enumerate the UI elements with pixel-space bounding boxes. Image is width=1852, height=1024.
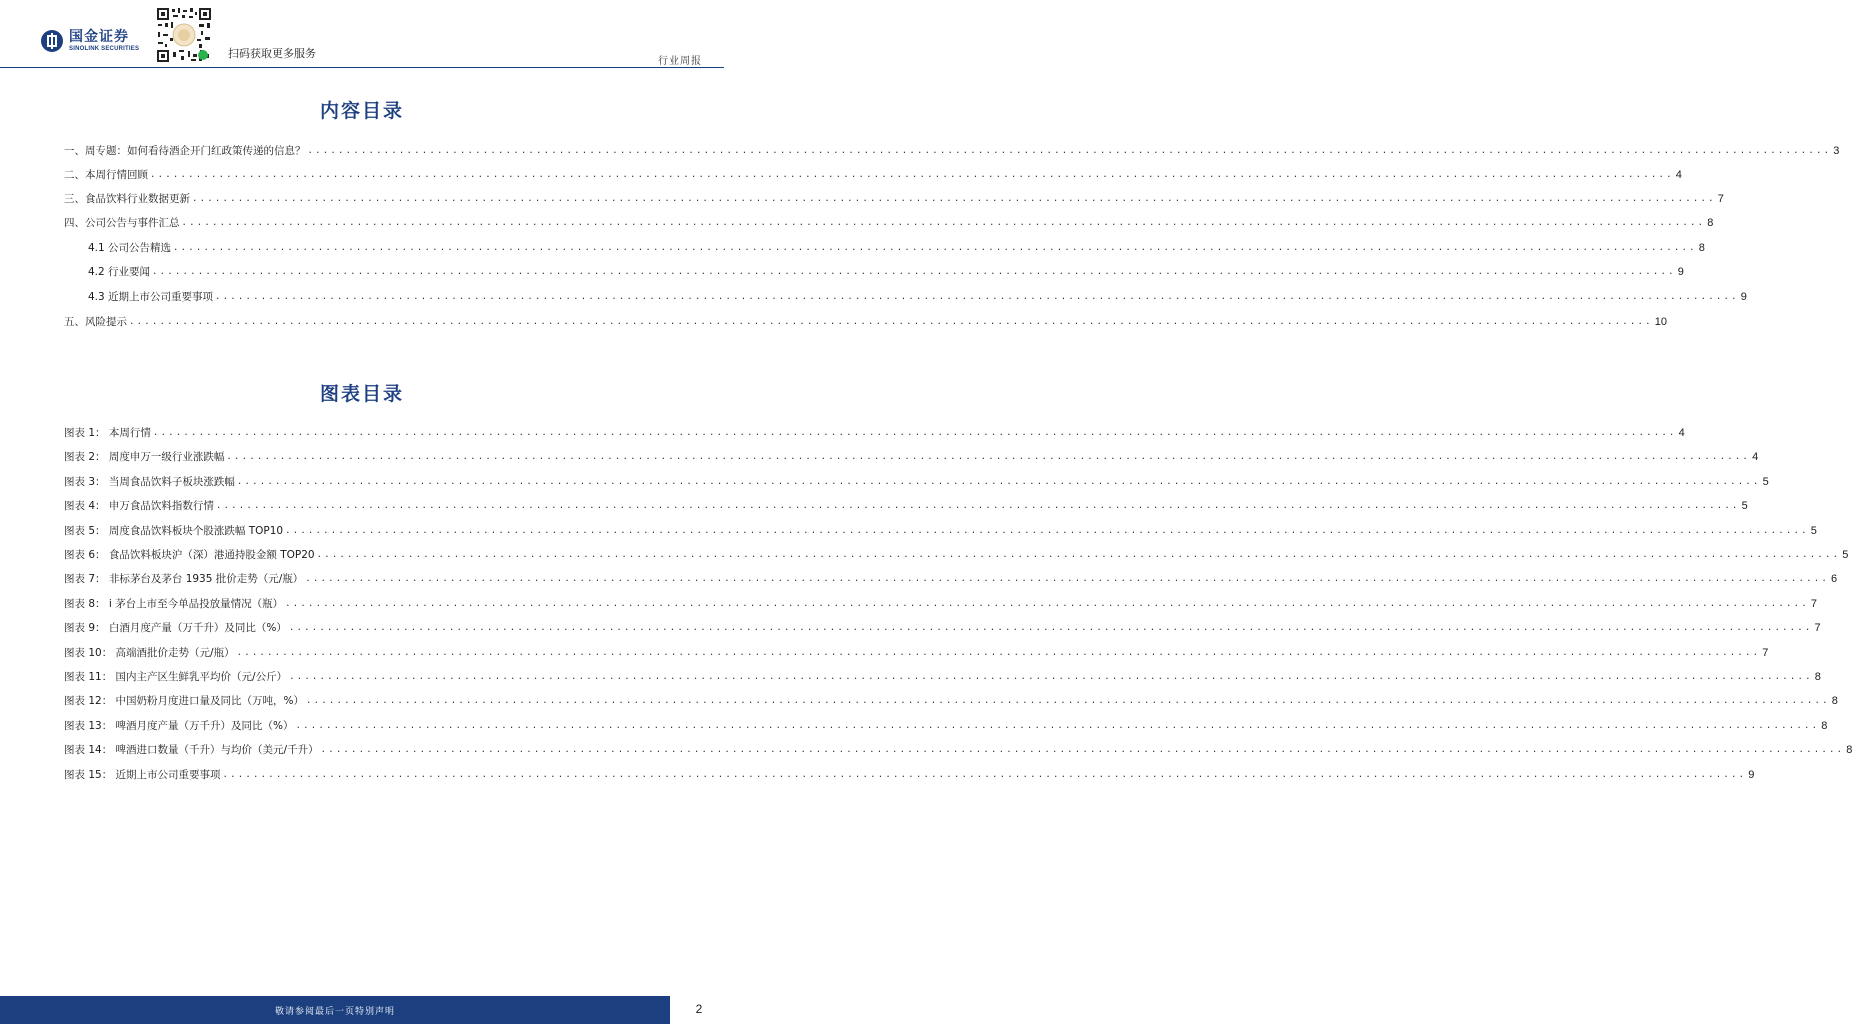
dot-leader: ........................................................................................................................................................................................................ [152, 267, 1676, 277]
qr-caption: 扫码获取更多服务 [228, 47, 316, 60]
figure-entry-label: 图表 15： 近期上市公司重要事项 [64, 768, 221, 781]
figure-entry-page: 8 [1831, 695, 1838, 708]
toc-entry-label: 二、本周行情回顾 [64, 169, 148, 181]
figure-entry-row[interactable] [64, 475, 1769, 489]
figure-entry-page: 4 [1752, 451, 1759, 464]
dot-leader: ........................................................................................................................................................................................................ [285, 525, 1809, 536]
figure-entry-label: 图表 6： 食品饮料板块沪（深）港通持股金额 TOP20 [64, 549, 315, 561]
figure-entry-page: 5 [1810, 524, 1817, 537]
toc-entry-row[interactable] [64, 168, 1682, 182]
dot-leader: ........................................................................................................................................................................................................ [173, 243, 1697, 253]
figure-entry-label: 图表 13： 啤酒月度产量（万千升）及同比（%） [64, 719, 294, 732]
dot-leader: ........................................................................................................................................................................................................ [289, 672, 1813, 682]
figure-entry-row[interactable] [64, 572, 1838, 586]
figure-entry-row[interactable] [64, 548, 1849, 562]
toc-entry-label: 一、周专题：如何看待酒企开门红政策传递的信息？ [64, 145, 306, 157]
toc-entry-row[interactable] [64, 144, 1840, 158]
figure-entry-label: 图表 9： 白酒月度产量（万千升）及同比（%） [64, 622, 287, 635]
figure-entry-page: 7 [1814, 622, 1821, 635]
figure-entry-row[interactable] [64, 450, 1759, 464]
figure-entry-page: 6 [1831, 573, 1838, 586]
company-logo-icon [40, 29, 64, 53]
figure-entry-page: 7 [1762, 646, 1769, 659]
dot-leader: ........................................................................................................................................................................................................ [320, 745, 1845, 756]
toc-entry-label: 四、公司公告与事件汇总 [64, 217, 180, 229]
figures-title: 图表目录 [319, 383, 404, 405]
dot-leader: ........................................................................................................................................................................................................ [192, 194, 1716, 204]
figure-entry-page: 8 [1846, 744, 1852, 757]
dot-leader: ........................................................................................................................................................................................................ [307, 146, 1832, 156]
toc-entry-row[interactable] [88, 290, 1747, 304]
dot-leader: ........................................................................................................................................................................................................ [236, 476, 1761, 487]
toc-entry-row[interactable] [88, 265, 1684, 279]
toc-entry-page: 9 [1740, 291, 1747, 303]
page-number: 2 [695, 1002, 703, 1016]
dot-leader: ........................................................................................................................................................................................................ [306, 696, 1830, 707]
toc-entry-page: 9 [1677, 266, 1684, 278]
figure-entry-label: 图表 8： i 茅台上市至今单品投放量情况（瓶） [64, 597, 284, 610]
toc-entry-page: 8 [1707, 217, 1714, 229]
toc-title: 内容目录 [319, 100, 404, 122]
dot-leader: ........................................................................................................................................................................................................ [222, 769, 1747, 780]
dot-leader: ........................................................................................................................................................................................................ [181, 218, 1706, 228]
dot-leader: ........................................................................................................................................................................................................ [288, 623, 1813, 634]
dot-leader: ........................................................................................................................................................................................................ [305, 574, 1829, 585]
figure-entry-label: 图表 14： 啤酒进口数量（千升）与均价（美元/千升） [64, 744, 319, 757]
toc-entry-label: 三、食品饮料行业数据更新 [64, 193, 190, 205]
dot-leader: ........................................................................................................................................................................................................ [236, 647, 1761, 658]
dot-leader: ........................................................................................................................................................................................................ [285, 598, 1809, 609]
figure-entry-label: 图表 7： 非标茅台及茅台 1935 批价走势（元/瓶） [64, 573, 304, 586]
toc-entry-row[interactable] [64, 315, 1667, 329]
figure-entry-page: 4 [1678, 427, 1685, 439]
logo-english-name: SINOLINK SECURITIES [69, 45, 140, 52]
figure-entry-row[interactable] [64, 743, 1852, 757]
dot-leader: ........................................................................................................................................................................................................ [215, 292, 1739, 302]
footer-disclaimer: 敬请参阅最后一页特别声明 [274, 1007, 395, 1017]
dot-leader: ........................................................................................................................................................................................................ [129, 317, 1653, 327]
toc-entry-row[interactable] [64, 216, 1714, 230]
report-type-label: 行业周报 [658, 56, 702, 67]
toc-entry-page: 4 [1675, 169, 1682, 181]
header-divider [0, 67, 724, 68]
figure-entry-label: 图表 12： 中国奶粉月度进口量及同比（万吨，%） [64, 695, 305, 708]
figure-entry-label: 图表 2： 周度申万一级行业涨跌幅 [64, 451, 225, 464]
figure-entry-row[interactable] [64, 719, 1828, 733]
figure-entry-row[interactable] [64, 646, 1769, 660]
figure-entry-row[interactable] [64, 499, 1748, 513]
figure-entry-row[interactable] [64, 670, 1821, 684]
toc-entry-page: 8 [1698, 242, 1705, 254]
logo-chinese-name: 国金证券 [69, 28, 129, 45]
toc-entry-label: 五、风险提示 [64, 316, 127, 328]
dot-leader: ........................................................................................................................................................................................................ [150, 170, 1674, 180]
figure-entry-row[interactable] [64, 524, 1817, 538]
figure-entry-page: 5 [1762, 475, 1769, 488]
page-header [0, 0, 724, 68]
company-logo [40, 29, 139, 53]
figure-entry-row[interactable] [64, 621, 1821, 635]
figure-entry-page: 5 [1741, 500, 1748, 513]
figure-entry-page: 9 [1748, 768, 1755, 781]
figure-entry-page: 5 [1842, 549, 1849, 561]
figure-entry-page: 8 [1821, 719, 1828, 732]
qr-code-icon[interactable] [155, 6, 213, 64]
figure-entry-row[interactable] [64, 597, 1817, 611]
figure-entry-label: 图表 11： 国内主产区生鲜乳平均价（元/公斤） [64, 671, 288, 683]
toc-entry-row[interactable] [88, 241, 1705, 255]
figure-entry-label: 图表 10： 高端酒批价走势（元/瓶） [64, 646, 235, 659]
toc-entry-page: 10 [1654, 316, 1667, 328]
figure-entry-page: 8 [1814, 671, 1821, 683]
figure-entry-label: 图表 3： 当周食品饮料子板块涨跌幅 [64, 475, 235, 488]
figure-entry-page: 7 [1810, 597, 1817, 610]
toc-entry-page: 3 [1833, 145, 1840, 157]
toc-entry-label: 4.2 行业要闻 [88, 266, 151, 278]
figure-entry-row[interactable] [64, 694, 1838, 708]
dot-leader: ........................................................................................................................................................................................................ [152, 428, 1677, 438]
figure-entry-row[interactable] [64, 768, 1755, 782]
dot-leader: ........................................................................................................................................................................................................ [215, 501, 1740, 512]
toc-entry-page: 7 [1717, 193, 1724, 205]
figure-entry-row[interactable] [64, 426, 1685, 440]
figure-entry-label: 图表 5： 周度食品饮料板块个股涨跌幅 TOP10 [64, 524, 284, 537]
toc-entry-label: 4.3 近期上市公司重要事项 [88, 291, 214, 303]
toc-entry-label: 4.1 公司公告精选 [88, 242, 172, 254]
figure-entry-label: 图表 4： 申万食品饮料指数行情 [64, 500, 214, 513]
dot-leader: ........................................................................................................................................................................................................ [295, 720, 1820, 731]
dot-leader: ........................................................................................................................................................................................................ [316, 550, 1841, 560]
figure-entry-label: 图表 1： 本周行情 [64, 427, 151, 439]
toc-entry-row[interactable] [64, 192, 1724, 206]
dot-leader: ........................................................................................................................................................................................................ [226, 452, 1751, 463]
